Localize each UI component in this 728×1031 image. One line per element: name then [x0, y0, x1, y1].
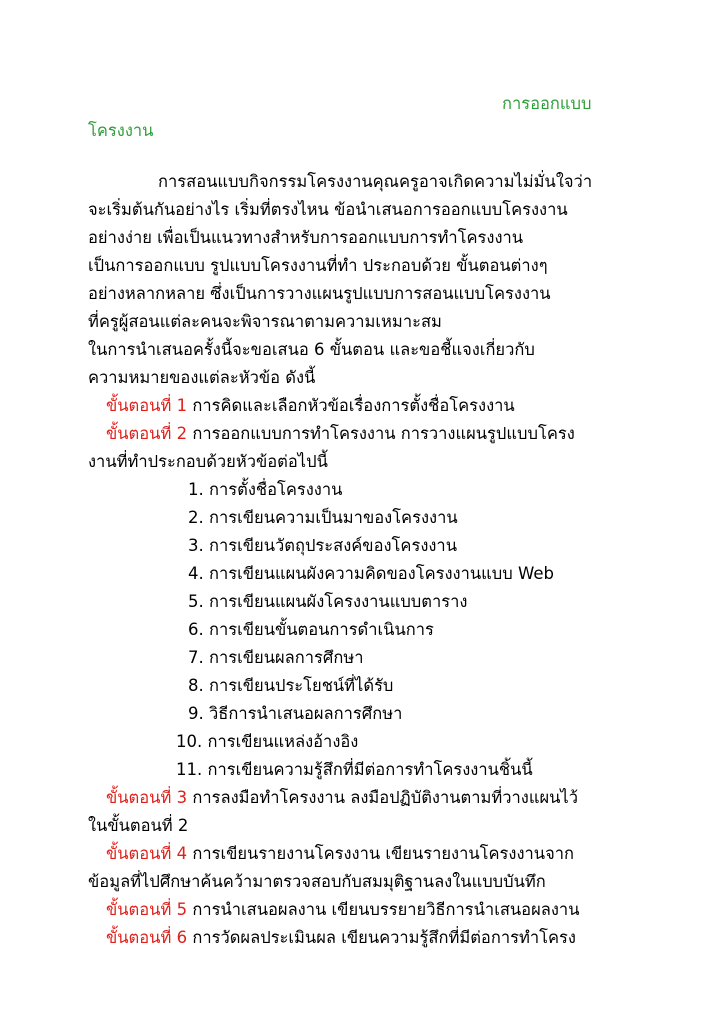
sublist-item: 11. การเขียนความรู้สึกที่มีต่อการทำโครงงานชิ้นนี้ [176, 760, 533, 779]
step-continuation: งานที่ทำประกอบด้วยหัวข้อต่อไปนี้ [88, 452, 328, 471]
intro-line: อย่างง่าย เพื่อเป็นแนวทางสำหรับการออกแบบการทำโครงงาน [88, 228, 524, 247]
sublist-item: 3. การเขียนวัตถุประสงค์ของโครงงาน [188, 536, 457, 555]
step-continuation: ข้อมูลที่ไปศึกษาค้นคว้ามาตรวจสอบกับสมมุติฐานลงในแบบบันทึก [88, 872, 546, 891]
sublist-item: 5. การเขียนแผนผังโครงงานแบบตาราง [188, 592, 468, 611]
step-text: การลงมือทำโครงงาน ลงมือปฏิบัติงานตามที่วางแผนไว้ [187, 788, 578, 807]
intro-line: ที่ครูผู้สอนแต่ละคนจะพิจารณาตามความเหมาะสม [88, 312, 442, 331]
sublist-item: 7. การเขียนผลการศึกษา [188, 648, 364, 667]
title-line-2: โครงงาน [88, 121, 154, 140]
intro-line: ความหมายของแต่ละหัวข้อ ดังนี้ [88, 368, 316, 387]
step-3 [106, 784, 578, 812]
step-1 [106, 392, 515, 420]
intro-line: การสอนแบบกิจกรรมโครงงานคุณครูอาจเกิดความไม่มั่นใจว่า [158, 172, 593, 191]
intro-line: จะเริ่มต้นกันอย่างไร เริ่มที่ตรงไหน ข้อนำเสนอการออกแบบโครงงาน [88, 200, 568, 219]
sublist-item: 9. วิธีการนำเสนอผลการศึกษา [188, 704, 403, 723]
step-text: การนำเสนอผลงาน เขียนบรรยายวิธีการนำเสนอผลงาน [187, 900, 580, 919]
step-text: การออกแบบการทำโครงงาน การวางแผนรูปแบบโครง [187, 424, 575, 443]
step-label: ขั้นตอนที่ 3 [106, 788, 188, 807]
sublist-item: 4. การเขียนแผนผังความคิดของโครงงานแบบ Web [188, 564, 554, 583]
intro-line: เป็นการออกแบบ รูปแบบโครงงานที่ทำ ประกอบด้วย ขั้นตอนต่างๆ [88, 256, 548, 275]
intro-line: ในการนำเสนอครั้งนี้จะขอเสนอ 6 ขั้นตอน และขอชี้แจงเกี่ยวกับ [88, 340, 535, 359]
title-line-1: การออกแบบ [502, 94, 592, 113]
step-label: ขั้นตอนที่ 5 [106, 900, 188, 919]
sublist-item: 2. การเขียนความเป็นมาของโครงงาน [188, 508, 458, 527]
step-text: การเขียนรายงานโครงงาน เขียนรายงานโครงงานจาก [187, 844, 574, 863]
step-6 [106, 924, 576, 952]
step-text: การวัดผลประเมินผล เขียนความรู้สึกที่มีต่อการทำโครง [187, 928, 576, 947]
step-2 [106, 420, 575, 448]
sublist-item: 1. การตั้งชื่อโครงงาน [188, 480, 343, 499]
step-label: ขั้นตอนที่ 2 [106, 424, 188, 443]
step-5 [106, 896, 579, 924]
step-4 [106, 840, 574, 868]
intro-line: อย่างหลากหลาย ซึ่งเป็นการวางแผนรูปแบบการสอนแบบโครงงาน [88, 284, 551, 303]
step-continuation: ในขั้นตอนที่ 2 [88, 816, 189, 835]
step-text: การคิดและเลือกหัวข้อเรื่องการตั้งชื่อโครงงาน [187, 396, 515, 415]
sublist-item: 6. การเขียนขั้นตอนการดำเนินการ [188, 620, 434, 639]
step-label: ขั้นตอนที่ 6 [106, 928, 188, 947]
step-label: ขั้นตอนที่ 1 [106, 396, 188, 415]
step-label: ขั้นตอนที่ 4 [106, 844, 188, 863]
sublist-item: 8. การเขียนประโยชน์ที่ได้รับ [188, 676, 394, 695]
sublist-item: 10. การเขียนแหล่งอ้างอิง [176, 732, 359, 751]
